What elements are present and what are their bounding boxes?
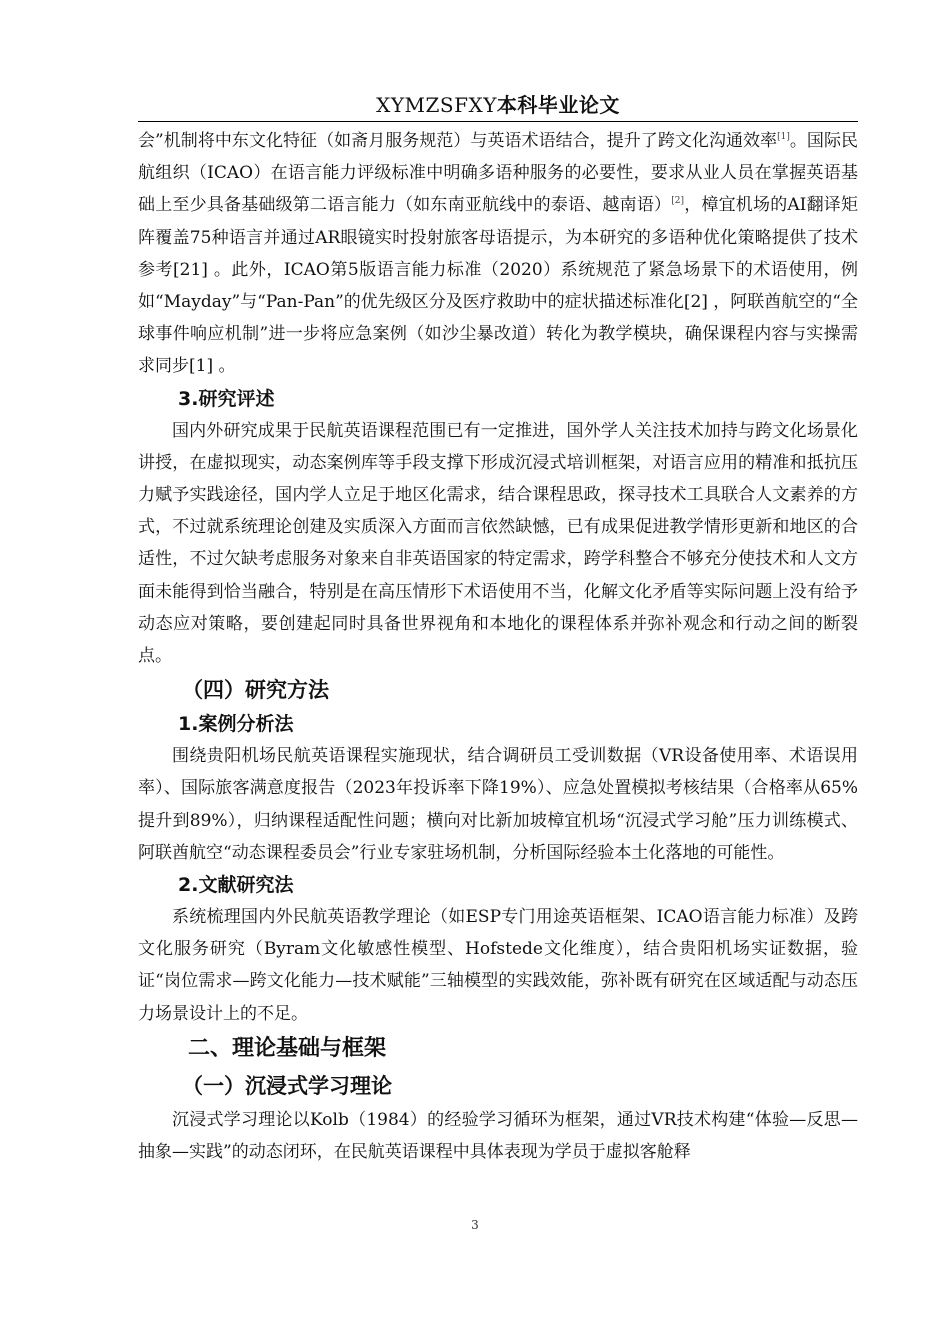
chapter-heading: 二、理论基础与框架 xyxy=(188,1035,387,1061)
page-number: 3 xyxy=(471,1218,479,1232)
paragraph-literature-research: 系统梳理国内外民航英语教学理论（如ESP专门用途英语框架、ICAO语言能力标准）及跨文化服务研究（Byram文化敏感性模型、Hofstede文化维度），结合贵阳机场实证数据，验证“岗位需求—跨文化能力—技术赋能”三轴模型的实践效能，弥补既有研究在区域适配与动态压力场景设计上的不足。 xyxy=(138,907,858,1024)
paragraph-immersive: 沉浸式学习理论以Kolb（1984）的经验学习循环为框架，通过VR技术构建“体验—反思—抽象—实践”的动态闭环，在民航英语课程中具体表现为学员于虚拟客舱释 xyxy=(138,1109,858,1163)
citation-superscript: [2] xyxy=(671,196,684,207)
paragraph-case-analysis: 围绕贵阳机场民航英语课程实施现状，结合调研员工受训数据（VR设备使用率、术语误用率）、国际旅客满意度报告（2023年投诉率下降19%）、应急处置模拟考核结果（合格率从65%提升到89%），归纳课程适配性问题；横向对比新加坡樟宜机场“沉浸式学习舱”压力训练模式、阿联酋航空“动态课程委员会”行业专家驻场机制，分析国际经验本土化落地的可能性。 xyxy=(138,746,858,863)
section-heading-immersive: （一）沉浸式学习理论 xyxy=(182,1073,392,1098)
paragraph-text: ，樟宜机场的AI翻译矩阵覆盖75种语言并通过AR眼镜实时投射旅客母语提示，为本研究的多语种优化策略提供了技术参考[21] 。此外，ICAO第5版语言能力标准（2020）系统规范了紧急场景下的术语使用，例如“Mayday”与“Pan-Pan”的优先级区分及医疗救助中的症状描述标准化[2] ，阿联酋航空的“全球事件响应机制”进一步将应急案例（如沙尘暴改道）转化为教学模块，确保课程内容与实操需求同步[1] 。 xyxy=(138,195,859,377)
running-header xyxy=(138,92,858,118)
header-code: XYMZSFXY xyxy=(376,93,497,117)
section-heading-review: 3.研究评述 xyxy=(178,387,275,410)
paragraph-text: 。国际民航组织（ICAO）在语言能力评级标准中明确多语种服务的必要性，要求从业人员在掌握英语基础上至少具备基础级第二语言能力（如东南亚航线中的泰语、越南语） xyxy=(138,131,858,216)
citation-superscript: [1] xyxy=(777,132,790,142)
body-text xyxy=(138,125,858,1168)
subsection-heading-literature: 2.文献研究法 xyxy=(178,874,294,897)
paragraph-continued xyxy=(138,125,858,383)
header-title: 本科毕业论文 xyxy=(496,93,620,117)
subsection-heading-case: 1.案例分析法 xyxy=(178,713,294,736)
header-rule xyxy=(138,121,858,122)
section-heading-methods: （四）研究方法 xyxy=(182,678,329,703)
paragraph-text: 会”机制将中东文化特征（如斋月服务规范）与英语术语结合，提升了跨文化沟通效率 xyxy=(138,131,778,151)
paragraph-review: 国内外研究成果于民航英语课程范围已有一定推进，国外学人关注技术加持与跨文化场景化讲授，在虚拟现实，动态案例库等手段支撑下形成沉浸式培训框架，对语言应用的精准和抵抗压力赋予实践途径，国内学人立足于地区化需求，结合课程思政，探寻技术工具联合人文素养的方式，不过就系统理论创建及实质深入方面而言依然缺憾，已有成果促进教学情形更新和地区的合适性，不过欠缺考虑服务对象来自非英语国家的特定需求，跨学科整合不够充分使技术和人文方面未能得到恰当融合，特别是在高压情形下术语使用不当，化解文化矛盾等实际问题上没有给予动态应对策略，要创建起同时具备世界视角和本地化的课程体系并弥补观念和行动之间的断裂点。 xyxy=(138,420,858,667)
